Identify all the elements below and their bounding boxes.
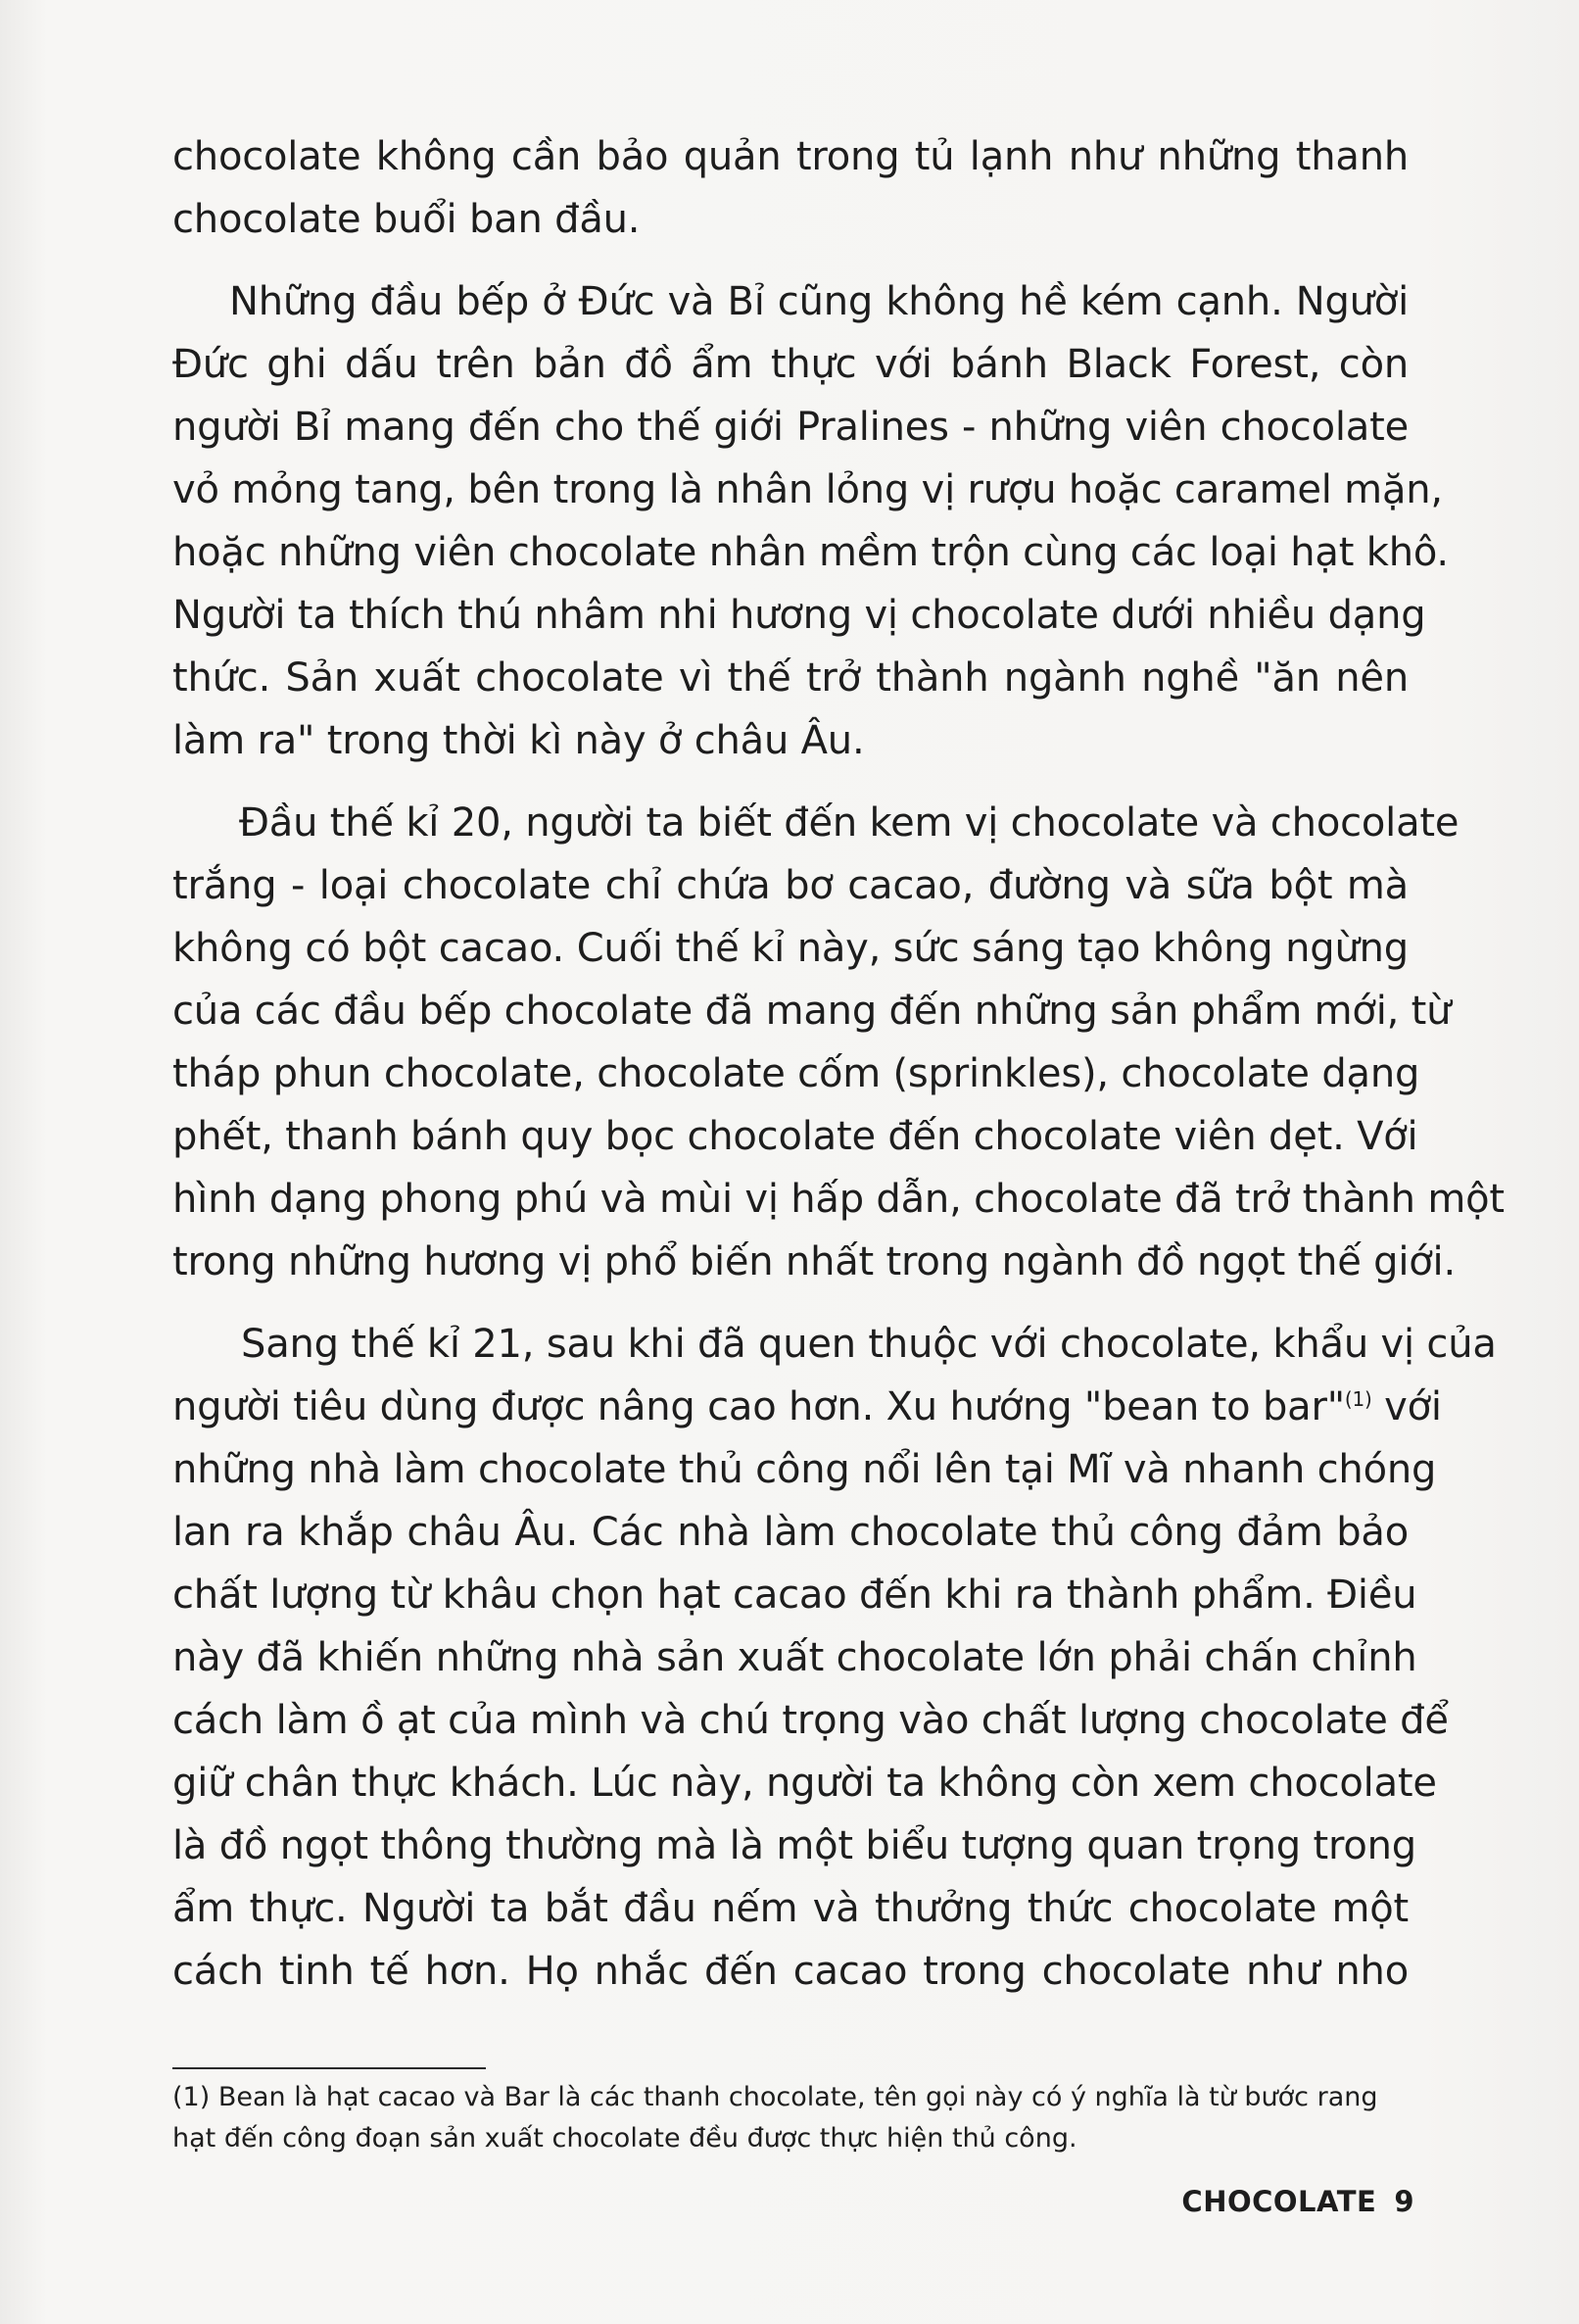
text-line: phết, thanh bánh quy bọc chocolate đến chocolate viên dẹt. Với (172, 1114, 1418, 1159)
footnote-line: (1) Bean là hạt cacao và Bar là các thanh chocolate, tên gọi này có ý nghĩa là từ bước rang (172, 2082, 1378, 2112)
text-line: giữ chân thực khách. Lúc này, người ta không còn xem chocolate (172, 1761, 1437, 1806)
text-line: thức. Sản xuất chocolate vì thế trở thành ngành nghề "ăn nên (172, 655, 1409, 701)
text-line: chocolate không cần bảo quản trong tủ lạnh như những thanh (172, 134, 1409, 179)
text-line: này đã khiến những nhà sản xuất chocolate lớn phải chấn chỉnh (172, 1635, 1417, 1680)
text-line: tháp phun chocolate, chocolate cốm (sprinkles), chocolate dạng (172, 1051, 1420, 1096)
text-line: Những đầu bếp ở Đức và Bỉ cũng không hề kém cạnh. Người (229, 279, 1409, 324)
text-line: những nhà làm chocolate thủ công nổi lên tại Mĩ và nhanh chóng (172, 1447, 1437, 1492)
paragraph (172, 270, 1449, 772)
text-line: cách làm ồ ạt của mình và chú trọng vào chất lượng chocolate để (172, 1698, 1449, 1743)
text-line: hình dạng phong phú và mùi vị hấp dẫn, chocolate đã trở thành một (172, 1177, 1505, 1222)
text-line: Đức ghi dấu trên bản đồ ẩm thực với bánh Black Forest, còn (172, 342, 1409, 387)
text-line (172, 1376, 1442, 1438)
text-line: của các đầu bếp chocolate đã mang đến những sản phẩm mới, từ (172, 989, 1452, 1034)
paragraph (172, 1313, 1497, 2003)
text-line: Người ta thích thú nhâm nhi hương vị chocolate dưới nhiều dạng (172, 593, 1426, 638)
footnote (172, 2077, 1409, 2159)
text-line: trong những hương vị phổ biến nhất trong ngành đồ ngọt thế giới. (172, 1239, 1456, 1284)
text-line: không có bột cacao. Cuối thế kỉ này, sức sáng tạo không ngừng (172, 926, 1409, 971)
footnote-divider (172, 2067, 486, 2069)
text-line: người Bỉ mang đến cho thế giới Pralines - những viên chocolate (172, 405, 1409, 450)
footnote-line: hạt đến công đoạn sản xuất chocolate đều được thực hiện thủ công. (172, 2123, 1077, 2154)
text-line: Sang thế kỉ 21, sau khi đã quen thuộc với chocolate, khẩu vị của (241, 1322, 1497, 1367)
text-span: với (1371, 1384, 1442, 1429)
body-text (172, 125, 1505, 2003)
page-number: 9 (1394, 2185, 1414, 2218)
footnote-reference[interactable]: (1) (1344, 1387, 1372, 1411)
running-footer (1181, 2185, 1414, 2218)
paragraph (172, 125, 1409, 251)
text-line: chất lượng từ khâu chọn hạt cacao đến khi ra thành phẩm. Điều (172, 1573, 1417, 1618)
text-line: là đồ ngọt thông thường mà là một biểu tượng quan trọng trong (172, 1823, 1416, 1868)
text-line: làm ra" trong thời kì này ở châu Âu. (172, 718, 865, 763)
text-line: ẩm thực. Người ta bắt đầu nếm và thưởng thức chocolate một (172, 1886, 1409, 1931)
text-line: chocolate buổi ban đầu. (172, 197, 641, 242)
text-line: Đầu thế kỉ 20, người ta biết đến kem vị chocolate và chocolate (239, 800, 1459, 846)
text-line: cách tinh tế hơn. Họ nhắc đến cacao trong chocolate như nho (172, 1949, 1409, 1994)
text-line: trắng - loại chocolate chỉ chứa bơ cacao, đường và sữa bột mà (172, 863, 1409, 908)
text-span: người tiêu dùng được nâng cao hơn. Xu hướng "bean to bar" (172, 1384, 1345, 1429)
text-line: hoặc những viên chocolate nhân mềm trộn cùng các loại hạt khô. (172, 530, 1449, 575)
text-line: vỏ mỏng tang, bên trong là nhân lỏng vị rượu hoặc caramel mặn, (172, 467, 1443, 512)
paragraph (172, 792, 1505, 1293)
running-footer-title: CHOCOLATE (1181, 2185, 1377, 2218)
text-line: lan ra khắp châu Âu. Các nhà làm chocolate thủ công đảm bảo (172, 1510, 1409, 1555)
